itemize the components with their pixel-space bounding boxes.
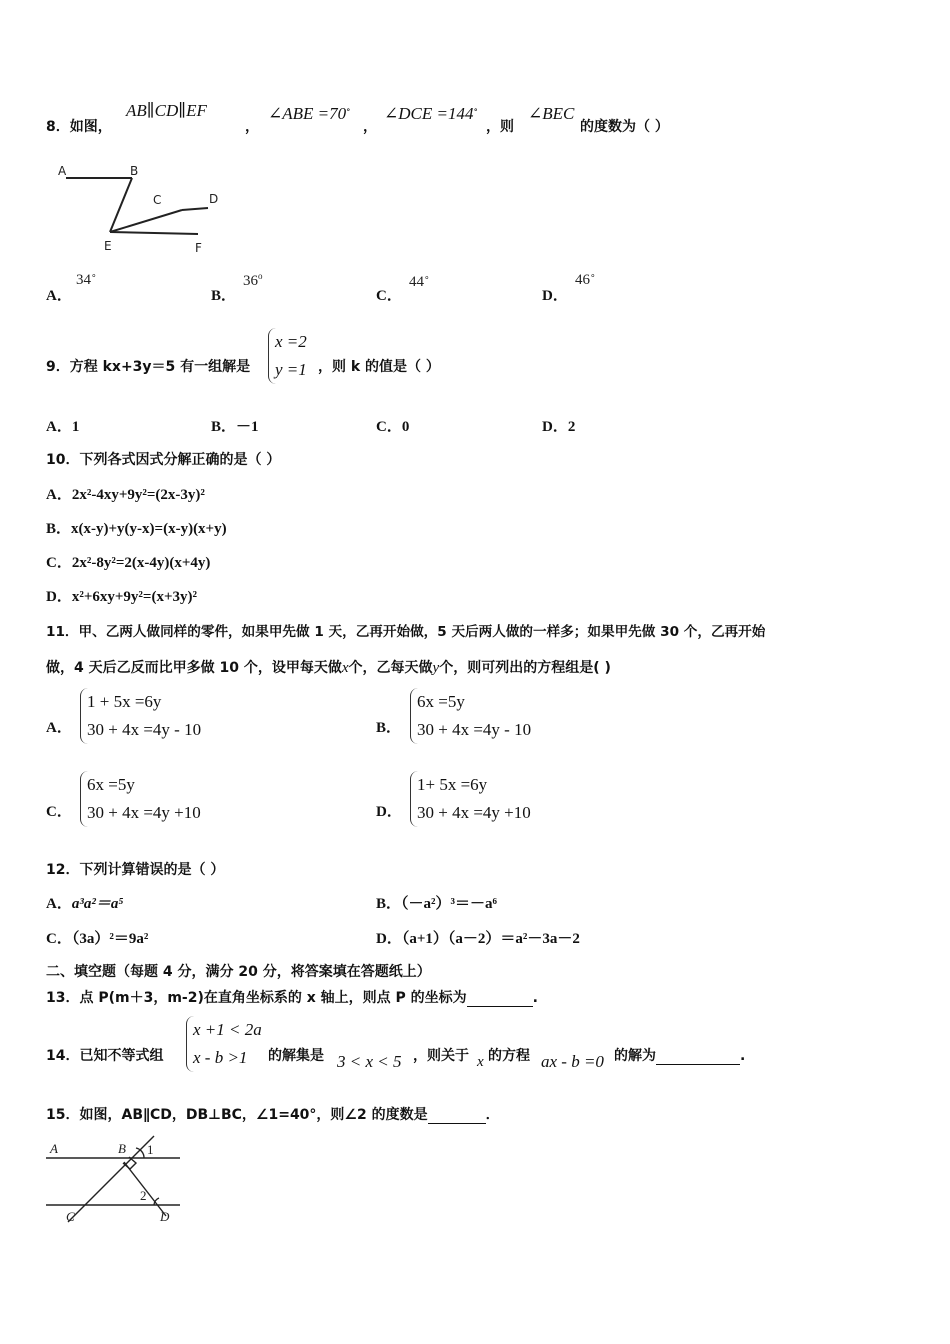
q12-option-d[interactable]: D．（a+1）（a－2）＝a²－3a－2 (376, 931, 580, 947)
q14-answer-blank[interactable] (656, 1048, 740, 1065)
q8-fig-label-f: F (195, 241, 202, 255)
q12-option-b[interactable]: B．（－a²）³＝－a⁶ (376, 896, 498, 912)
q8-option-d-value: 46∘ (575, 270, 596, 288)
q14-equation: ax - b =0 (541, 1052, 604, 1071)
q11-option-c-system: 6x =5y 30 + 4x =4y +10 (80, 771, 201, 827)
q14-solution-range: 3 < x < 5 (337, 1052, 402, 1071)
q13-stem: 13．点 P(m＋3，m-2)在直角坐标系的 x 轴上，则点 P 的坐标为 . (46, 990, 538, 1006)
q12-option-c[interactable]: C．（3a）²＝9a² (46, 931, 149, 947)
q15-fig-label-a: A (50, 1141, 58, 1156)
q12-option-a[interactable]: A．a³a²＝a⁵ (46, 896, 124, 912)
q8-fig-label-b: B (130, 164, 139, 178)
q11-option-c[interactable]: C． (46, 804, 72, 820)
q8-fig-label-e: E (104, 239, 112, 253)
q9-stem-a: 9．方程 kx+3y＝5 有一组解是 (46, 359, 251, 375)
q8-fig-label-a: A (58, 164, 67, 178)
q10-option-a[interactable]: A．2x²-4xy+9y²=(2x-3y)² (46, 487, 205, 503)
q8-given-parallel: AB∥CD∥EF (126, 101, 207, 120)
q11-option-d-system: 1+ 5x =6y 30 + 4x =4y +10 (410, 771, 531, 827)
q11-option-d[interactable]: D． (376, 804, 402, 820)
q8-option-b[interactable]: B． (211, 288, 237, 304)
q9-stem-b: ，则 k 的值是（ ） (318, 359, 440, 375)
q11-option-b[interactable]: B． (376, 720, 402, 736)
q8-figure (50, 160, 230, 260)
q10-stem: 10．下列各式因式分解正确的是（ ） (46, 452, 281, 468)
q8-stem (46, 116, 112, 136)
q15-fig-label-c: C (66, 1209, 75, 1224)
q8-option-d[interactable]: D． (542, 288, 568, 304)
q8-given-angle-abe: ∠ABE =70∘ (268, 104, 351, 123)
q11-stem-line1: 11．甲、乙两人做同样的零件，如果甲先做 1 天，乙再开始做，5 天后两人做的一样多；如果甲先做 30 个，乙再开始 (46, 624, 766, 640)
q8-sep1: ， (245, 119, 259, 135)
q8-tail: 的度数为（ ） (580, 119, 669, 135)
q8-option-a-value: 34∘ (76, 270, 97, 288)
q14-stem-e: 的解为 . (614, 1048, 746, 1064)
q8-option-a[interactable]: A． (46, 288, 72, 304)
q8-option-c[interactable]: C． (376, 288, 402, 304)
q15-fig-label-d: D (160, 1209, 170, 1224)
q11-option-a-system: 1 + 5x =6y 30 + 4x =4y - 10 (80, 688, 201, 744)
q15-fig-label-1: 1 (147, 1142, 154, 1157)
q9-option-a[interactable]: A．1 (46, 419, 80, 435)
q13-answer-blank[interactable] (467, 990, 533, 1007)
q15-figure (40, 1132, 190, 1232)
q14-variable: x (477, 1054, 484, 1070)
q8-given-angle-dce: ∠DCE =144∘ (384, 104, 478, 123)
q8-number: 8．如图， (46, 119, 112, 135)
q8-option-b-value: 36$^o$ (243, 271, 263, 289)
q12-stem: 12．下列计算错误的是（ ） (46, 862, 225, 878)
q10-option-b[interactable]: B．x(x-y)+y(y-x)=(x-y)(x+y) (46, 521, 227, 537)
q15-answer-blank[interactable] (428, 1107, 486, 1124)
q9-option-c[interactable]: C．0 (376, 419, 410, 435)
q8-fig-label-d: D (209, 192, 219, 206)
q8-target-angle: ∠BEC (528, 104, 575, 123)
q15-fig-label-2: 2 (140, 1188, 147, 1203)
q10-option-c[interactable]: C．2x²-8y²=2(x-4y)(x+4y) (46, 555, 211, 571)
q14-inequality-system: x +1 < 2a x - b >1 (186, 1016, 262, 1072)
q11-stem-line2: 做，4 天后乙反而比甲多做 10 个，设甲每天做x个，乙每天做y个，则可列出的方程组是( ) (46, 660, 611, 676)
q10-option-d[interactable]: D．x²+6xy+9y²=(x+3y)² (46, 589, 198, 605)
section-fill-in-heading: 二、填空题（每题 4 分，满分 20 分，将答案填在答题纸上） (46, 964, 431, 980)
q14-stem-a: 14．已知不等式组 (46, 1048, 164, 1064)
q15-stem: 15．如图，AB∥CD，DB⊥BC，∠1=40°，则∠2 的度数是 ． (46, 1107, 500, 1123)
q8-option-c-value: 44∘ (409, 272, 430, 290)
q9-solution-system: x =2 y =1 (268, 328, 307, 384)
q15-fig-label-b: B (118, 1141, 126, 1156)
q8-sep2: ， (363, 119, 377, 135)
q11-option-b-system: 6x =5y 30 + 4x =4y - 10 (410, 688, 531, 744)
q9-option-b[interactable]: B．－1 (211, 419, 259, 435)
q14-stem-c: ，则关于 (413, 1048, 469, 1064)
q9-option-d[interactable]: D．2 (542, 419, 576, 435)
q11-option-a[interactable]: A． (46, 720, 72, 736)
q14-stem-b: 的解集是 (268, 1048, 324, 1064)
q8-fig-label-c: C (153, 193, 162, 207)
q14-stem-d: 的方程 (488, 1048, 530, 1064)
q8-mid-text: ，则 (486, 119, 514, 135)
